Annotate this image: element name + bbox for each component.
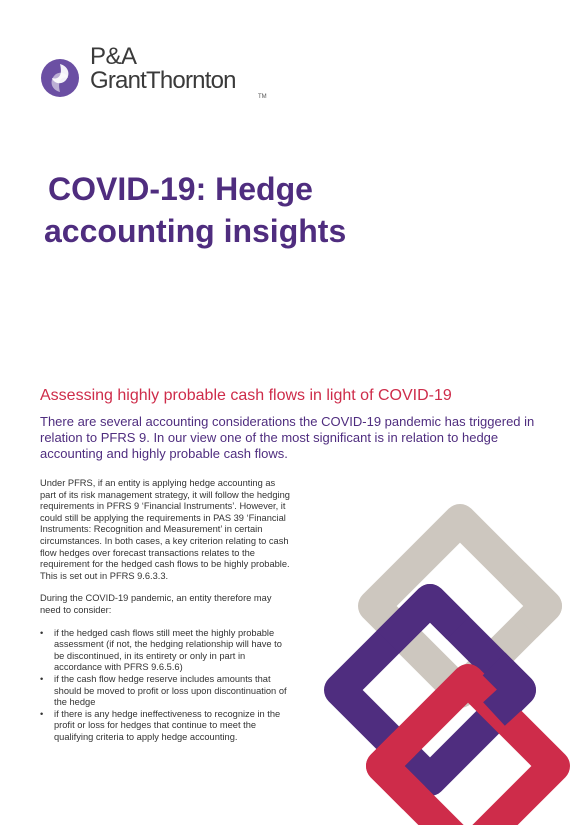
trademark-mark: TM xyxy=(258,94,267,100)
document-title xyxy=(44,168,484,252)
body-text xyxy=(40,478,292,743)
company-logo xyxy=(40,44,270,104)
list-item: • if the cash flow hedge reserve includes amounts that should be moved to profit or loss upon discontinuation of the hedge xyxy=(40,674,292,709)
interlocking-chain-graphic xyxy=(318,498,582,825)
list-item: • if there is any hedge ineffectiveness to recognize in the profit or loss for hedges that continue to meet the qualifying criteria to apply hedge accounting. xyxy=(40,709,292,744)
section-heading: Assessing highly probable cash flows in light of COVID-19 xyxy=(40,387,452,404)
list-item: • if the hedged cash flows still meet the highly probable assessment (if not, the hedging relationship will have to be discontinued, in its entirety or only in part in accordance with PFRS 9.6.5.6) xyxy=(40,628,292,674)
title-line-1: COVID-19: Hedge xyxy=(48,171,313,207)
intro-paragraph: There are several accounting considerations the COVID-19 pandemic has triggered in relation to PFRS 9. In our view one of the most significant is in relation to hedge accounting and highly probable cash flows. xyxy=(40,414,535,461)
grant-thornton-logo-icon xyxy=(40,58,80,98)
body-paragraph-2: During the COVID-19 pandemic, an entity therefore may need to consider: xyxy=(40,593,272,615)
title-line-2: accounting insights xyxy=(44,213,347,249)
considerations-list xyxy=(40,628,292,744)
body-paragraph-1: Under PFRS, if an entity is applying hedge accounting as part of its risk management strategy, it will follow the hedging requirements in PFRS 9 ‘Financial Instruments’. However, it could still be applying the requirements in PAS 39 ‘Financial Instruments: Recognition and Measurement’ in certain circumstances. In both cases, a key criterion relating to cash flow hedges over forecast transactions relates to the requirement for the hedged cash flows to be highly probable. This is set out in PFRS 9.6.3.3. xyxy=(40,478,290,581)
logo-line-1: P&A xyxy=(90,43,137,70)
logo-line-2: GrantThornton xyxy=(90,67,236,94)
